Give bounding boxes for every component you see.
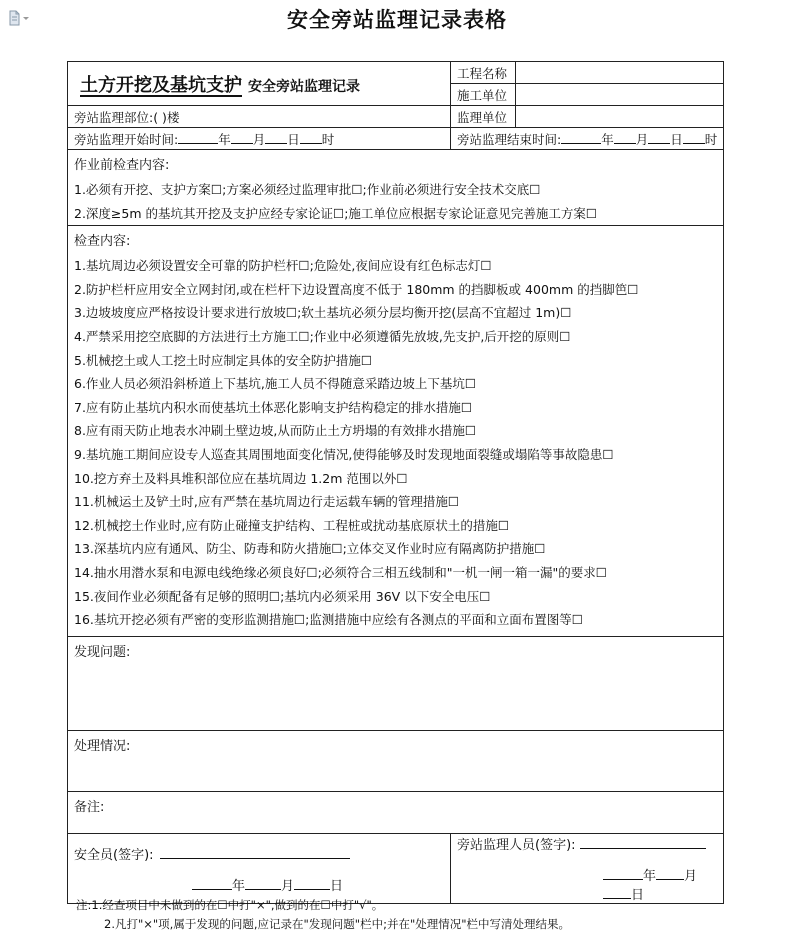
supervision-unit-label: 监理单位: [451, 106, 516, 128]
check-item[interactable]: 2.防护栏杆应用安全立网封闭,或在栏杆下边设置高度不低于 180mm 的挡脚板或 400mm 的挡脚笆☐: [74, 281, 639, 297]
form-main-title: 土方开挖及基坑支护: [80, 74, 242, 96]
check-item[interactable]: 16.基坑开挖必须有严密的变形监测措施☐;监测措施中应绘有各测点的平面和立面布置图等☐: [74, 612, 584, 628]
check-item[interactable]: 11.机械运土及铲土时,应有严禁在基坑周边行走运载车辆的管理措施☐: [74, 494, 460, 510]
check-item[interactable]: 15.夜间作业必须配备有足够的照明☐;基坑内必须采用 36V 以下安全电压☐: [74, 588, 491, 604]
check-item[interactable]: 4.严禁采用挖空底脚的方法进行土方施工☐;作业中必须遵循先放坡,先支护,后开挖的原则☐: [74, 328, 571, 344]
safety-officer-signature[interactable]: 安全员(签字): 年 月 日: [68, 834, 451, 904]
handling-field[interactable]: [68, 731, 724, 792]
handling-label: 处理情况:: [74, 739, 131, 755]
project-name-label: 工程名称: [451, 62, 516, 84]
supervision-form: [67, 61, 724, 904]
pre-check-item[interactable]: 1.必须有开挖、支护方案☐;方案必须经过监理审批☐;作业前必须进行安全技术交底☐: [74, 182, 541, 197]
construction-unit-label: 施工单位: [451, 84, 516, 106]
check-item[interactable]: 13.深基坑内应有通风、防尘、防毒和防火措施☐;立体交叉作业时应有隔离防护措施☐: [74, 541, 546, 557]
check-item[interactable]: 14.抽水用潜水泵和电源电线绝缘必须良好☐;必须符合三相五线制和"一机一闸一箱一漏"的要求☐: [74, 564, 608, 580]
end-time-label: 旁站监理结束时间:: [457, 131, 562, 147]
location-label: 旁站监理部位:( )楼: [68, 106, 451, 128]
check-item[interactable]: 12.机械挖土作业时,应有防止碰撞支护结构、工程桩或扰动基底原状土的措施☐: [74, 517, 510, 533]
check-item[interactable]: 7.应有防止基坑内积水而使基坑土体恶化影响支护结构稳定的排水措施☐: [74, 399, 473, 415]
check-item[interactable]: 6.作业人员必须沿斜桥道上下基坑,施工人员不得随意采踏边坡上下基坑☐: [74, 376, 477, 392]
check-item[interactable]: 10.挖方弃土及料具堆积部位应在基坑周边 1.2m 范围以外☐: [74, 470, 408, 486]
note-2: 2.凡打"×"项,属于发现的问题,应记录在"发现问题"栏中;并在"处理情况"栏中写清处理结果。: [104, 917, 571, 931]
start-time-label: 旁站监理开始时间:: [74, 131, 179, 147]
check-item[interactable]: 9.基坑施工期间应设专人巡查其周围地面变化情况,使得能够及时发现地面裂缝或塌陷等事故隐患☐: [74, 446, 614, 462]
construction-unit-field[interactable]: [516, 84, 724, 106]
pre-check-item[interactable]: 2.深度≥5m 的基坑其开挖及支护应经专家论证☐;施工单位应根据专家论证意见完善施工方案☐: [74, 205, 598, 221]
end-time-cell[interactable]: 旁站监理结束时间: 年 月 日 时: [451, 128, 724, 150]
issues-label: 发现问题:: [74, 645, 131, 661]
check-item[interactable]: 5.机械挖土或人工挖土时应制定具体的安全防护措施☐: [74, 352, 373, 368]
project-name-field[interactable]: [516, 62, 724, 84]
check-title: 检查内容:: [74, 234, 131, 250]
supervision-unit-field[interactable]: [516, 106, 724, 128]
supervisor-signature[interactable]: 旁站监理人员(签字): 年 月日: [451, 834, 724, 904]
pre-check-title: 作业前检查内容:: [74, 158, 170, 173]
form-notes: [76, 896, 570, 934]
remarks-label: 备注:: [74, 800, 105, 816]
check-item[interactable]: 8.应有雨天防止地表水冲刷土壁边坡,从而防止土方坍塌的有效排水措施☐: [74, 423, 477, 439]
supervisor-label: 旁站监理人员(签字):: [457, 838, 576, 854]
pre-check-section: [68, 150, 724, 226]
check-item[interactable]: 1.基坑周边必须设置安全可靠的防护栏杆☐;危险处,夜间应设有红色标志灯☐: [74, 258, 492, 274]
safety-officer-label: 安全员(签字):: [74, 847, 154, 863]
page-title: 安全旁站监理记录表格: [287, 7, 507, 32]
issues-field[interactable]: [68, 637, 724, 731]
start-time-cell[interactable]: 旁站监理开始时间: 年 月 日 时: [68, 128, 451, 150]
check-item[interactable]: 3.边坡坡度应严格按设计要求进行放坡☐;软土基坑必须分层均衡开挖(层高不宜超过 1m)☐: [74, 305, 572, 321]
check-section: [68, 226, 724, 637]
form-header-title: [68, 62, 451, 106]
remarks-field[interactable]: [68, 792, 724, 834]
note-1: 注:1.经查项目中未做到的在☐中打"×",做到的在☐中打"√"。: [76, 898, 384, 912]
form-sub-title: 安全旁站监理记录: [248, 78, 360, 95]
